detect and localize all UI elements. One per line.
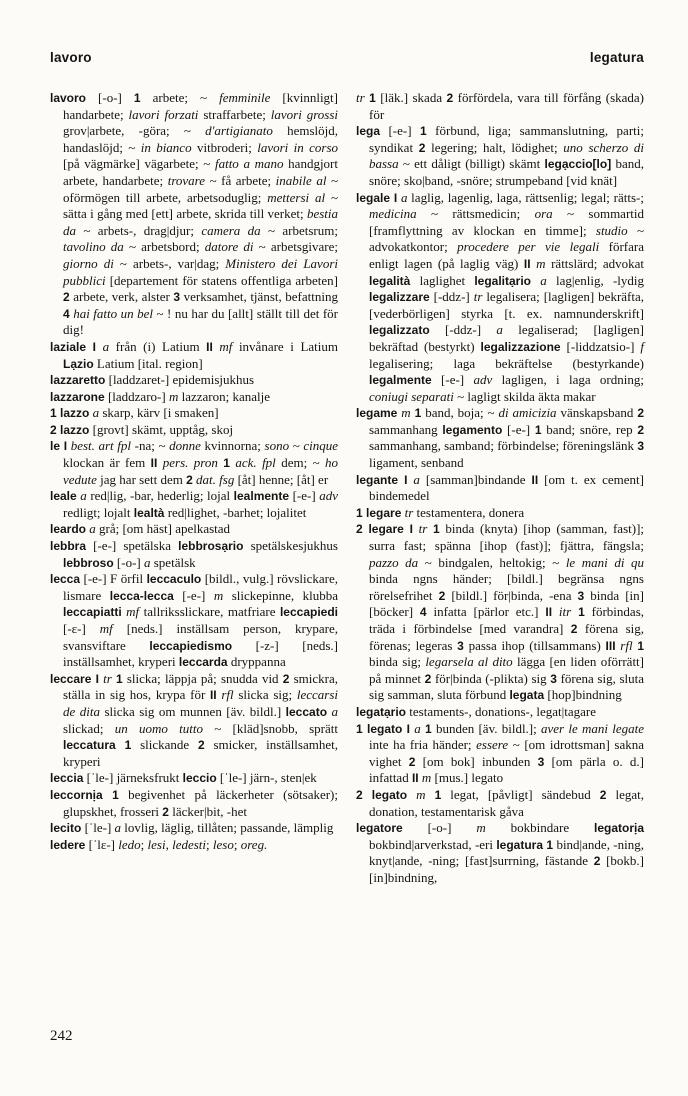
dictionary-entry: lecito [ˈle-] a lovlig, läglig, tillåten; passande, lämplig	[50, 820, 334, 836]
text-columns	[50, 90, 644, 887]
dictionary-entry: lega [-e-] 1 förbund, liga; sammanslutning, parti; syndikat 2 legering; halt, lödighet; uno scherzo di bassa ~ ett dåligt (billigt) skämt legạccio[lo] band, snöre; sko|band, -snöre; strumpeband [vid knät]	[356, 123, 644, 188]
dictionary-entry: lecca [-e-] F örfil leccaculo [bildl., vulg.] rövslickare, lismare lecca-lecca [-e-] m slickepinne, klubba leccapiatti mf tallriksslickare, matfriare leccapiedi [-ε-] mf [neds.] inställsam person, krypare, svansviftare leccapiedismo [-z-] [neds.] inställsamhet, kryperi leccarda dryppanna	[50, 571, 339, 670]
dictionary-entry: legatạrio testaments-, donations-, legat|tagare	[356, 703, 596, 719]
dictionary-entry: leccare I tr 1 slicka; läppja på; snudda vid 2 smickra, ställa in sig hos, krypa för II rfl slicka sig; leccarsi de dita slicka sig om munnen [äv. bildl.] leccato a slickad; un uomo tutto ~ [kläd]snobb, sprätt leccatura 1 slickande 2 smicker, inställsamhet, kryperi	[50, 670, 338, 769]
dictionary-entry: lavoro [-o-] 1 arbete; ~ femminile [kvinnligt] handarbete; lavori forzati straffarbete; lavori grossi grov|arbete, -göra; ~ d'artigianato hemslöjd, handaslöjd; ~ in bianco vitbroderi; lavori in corso [på vägmärke] vägarbete; ~ fatto a mano handgjort arbete, handarbete; trovare ~ få arbete; inabile al ~ oförmögen till arbete, arbetsoduglig; mettersi al ~ sätta i gång med [ett] arbete, skrida till verket; bestia da ~ arbets-, drag|djur; camera da ~ arbetsrum; tavolino da ~ arbetsbord; datore di ~ arbetsgivare; giorno di ~ arbets-, var|dag; Ministero dei Lavori pubblici [departement för statens offentliga arbeten] 2 arbete, verk, alster 3 verksamhet, tjänst, befattning 4 hai fatto un bel ~ ! nu har du [allt] ställt till det för dig!	[50, 90, 339, 338]
dictionary-entry: 1 legato I a 1 bunden [äv. bildl.]; aver le mani legate inte ha fria händer; essere ~ [om idrottsman] sakna vighet 2 [om bok] inbunden 3 [om pärla o. d.] infattad II m [mus.] legato	[356, 720, 644, 786]
dictionary-entry: lazzarone [laddzaro-] m lazzaron; kanalje	[50, 388, 270, 404]
dictionary-entry: leardo a grå; [om häst] apelkastad	[50, 521, 231, 537]
dictionary-entry: legatore [-o-] m bokbindare legatorịa bokbind|arverkstad, -eri legatura 1 bind|ande, -ning, knyt|ande, -ning; [fast]surrning, fästande 2 [bokb.] [in]bindning,	[356, 820, 644, 885]
dictionary-entry: leccornịa 1 begivenhet på läckerheter (sötsaker); glupskhet, frosseri 2 läcker|bit, -het	[50, 786, 338, 819]
dictionary-entry: leccia [ˈle-] järneksfrukt leccio [ˈle-] järn-, sten|ek	[50, 770, 317, 786]
dictionary-entry: legale I a laglig, lagenlig, laga, rättsenlig; legal; rätts-; medicina ~ rättsmedicin; ora ~ sommartid [framflyttning av klockan en timme]; studio ~ advokatkontor; procedere per vie legali förfara enligt lagen (på laglig väg) II m rättslärd; advokat legalità laglighet legalitạrio a lag|enlig, -lydig legalizzare [-ddz-] tr legalisera; [lagligen] bekräfta, [vederbörligen] styrka [t. ex. namnunderskrift] legalizzato [-ddz-] a legaliserad; [lagligen] bekräftad (bestyrkt) legalizzazione [-liddzatsio-] f legalisering; laga bekräftelse (bestyrkande) legalmente [-e-] adv lagligen, i laga ordning; coniugi separati ~ lagligt skilda äkta makar	[356, 189, 645, 404]
guide-word-left: lavoro	[50, 50, 92, 65]
dictionary-entry: ledere [ˈlε-] ledo; lesi, ledesti; leso; oreg.	[50, 836, 268, 852]
dictionary-entry: laziale I a från (i) Latium II mf invånare i Latium Lạzio Latium [ital. region]	[50, 338, 338, 371]
dictionary-entry: 2 lazzo [grovt] skämt, upptåg, skoj	[50, 421, 234, 437]
right-column	[356, 90, 644, 887]
left-column	[50, 90, 338, 887]
dictionary-entry: 1 legare tr testamentera, donera	[356, 504, 525, 520]
dictionary-entry: tr 1 [läk.] skada 2 förfördela, vara till förfång (skada) för	[356, 90, 645, 122]
guide-words	[50, 50, 644, 65]
dictionary-entry: le I best. art fpl -na; ~ donne kvinnorna; sono ~ cinque klockan är fem II pers. pron 1 ack. fpl dem; ~ ho vedute jag har sett dem 2 dat. fsg [åt] henne; [åt] er	[50, 438, 339, 487]
page-number: 242	[50, 1028, 73, 1044]
dictionary-entry: lebbra [-e-] spetälska lebbrosạrio spetälskesjukhus lebbroso [-o-] a spetälsk	[50, 538, 338, 570]
dictionary-entry: legante I a [samman]bindande II [om t. ex cement] bindemedel	[356, 471, 644, 504]
dictionary-entry: lazzaretto [laddzaret-] epidemisjukhus	[50, 372, 255, 388]
dictionary-entry: 1 lazzo a skarp, kärv [i smaken]	[50, 405, 219, 421]
dictionary-entry: legame m 1 band, boja; ~ di amicizia vänskapsband 2 sammanhang legamento [-e-] 1 band; snöre, rep 2 sammanhang, samband; förbindelse; föreningslänk 3 ligament, senband	[356, 405, 645, 471]
dictionary-entry: 2 legato m 1 legat, [påvligt] sändebud 2 legat, donation, testamentarisk gåva	[356, 786, 644, 819]
guide-word-right: legatura	[589, 50, 644, 65]
dictionary-entry: leale a red|lig, -bar, hederlig; lojal lealmente [-e-] adv redligt; lojalt lealtà red|lighet, -barhet; lojalitet	[50, 488, 339, 520]
dictionary-entry: 2 legare I tr 1 binda (knyta) [ihop (samman, fast)]; surra fast; spänna [ihop (fast)]; fjättra, fängsla; pazzo da ~ bindgalen, heltokig; ~ le mani di qu binda ngns händer; [bildl.] begränsa ngns rörelsefrihet 2 [bildl.] för|binda, -ena 3 binda [in] [böcker] 4 infatta [pärlor etc.] II itr 1 förbindas, träda i förbindelse [med varandra] 2 förena sig, förenas; legeras 3 passa ihop (tillsammans) III rfl 1 binda sig; legarsela al dito lägga [en liden oförrätt] på minnet 2 för|binda (-plikta) sig 3 förena sig, sluta sig samman, sluta förbund legata [hop]bindning	[356, 521, 645, 703]
